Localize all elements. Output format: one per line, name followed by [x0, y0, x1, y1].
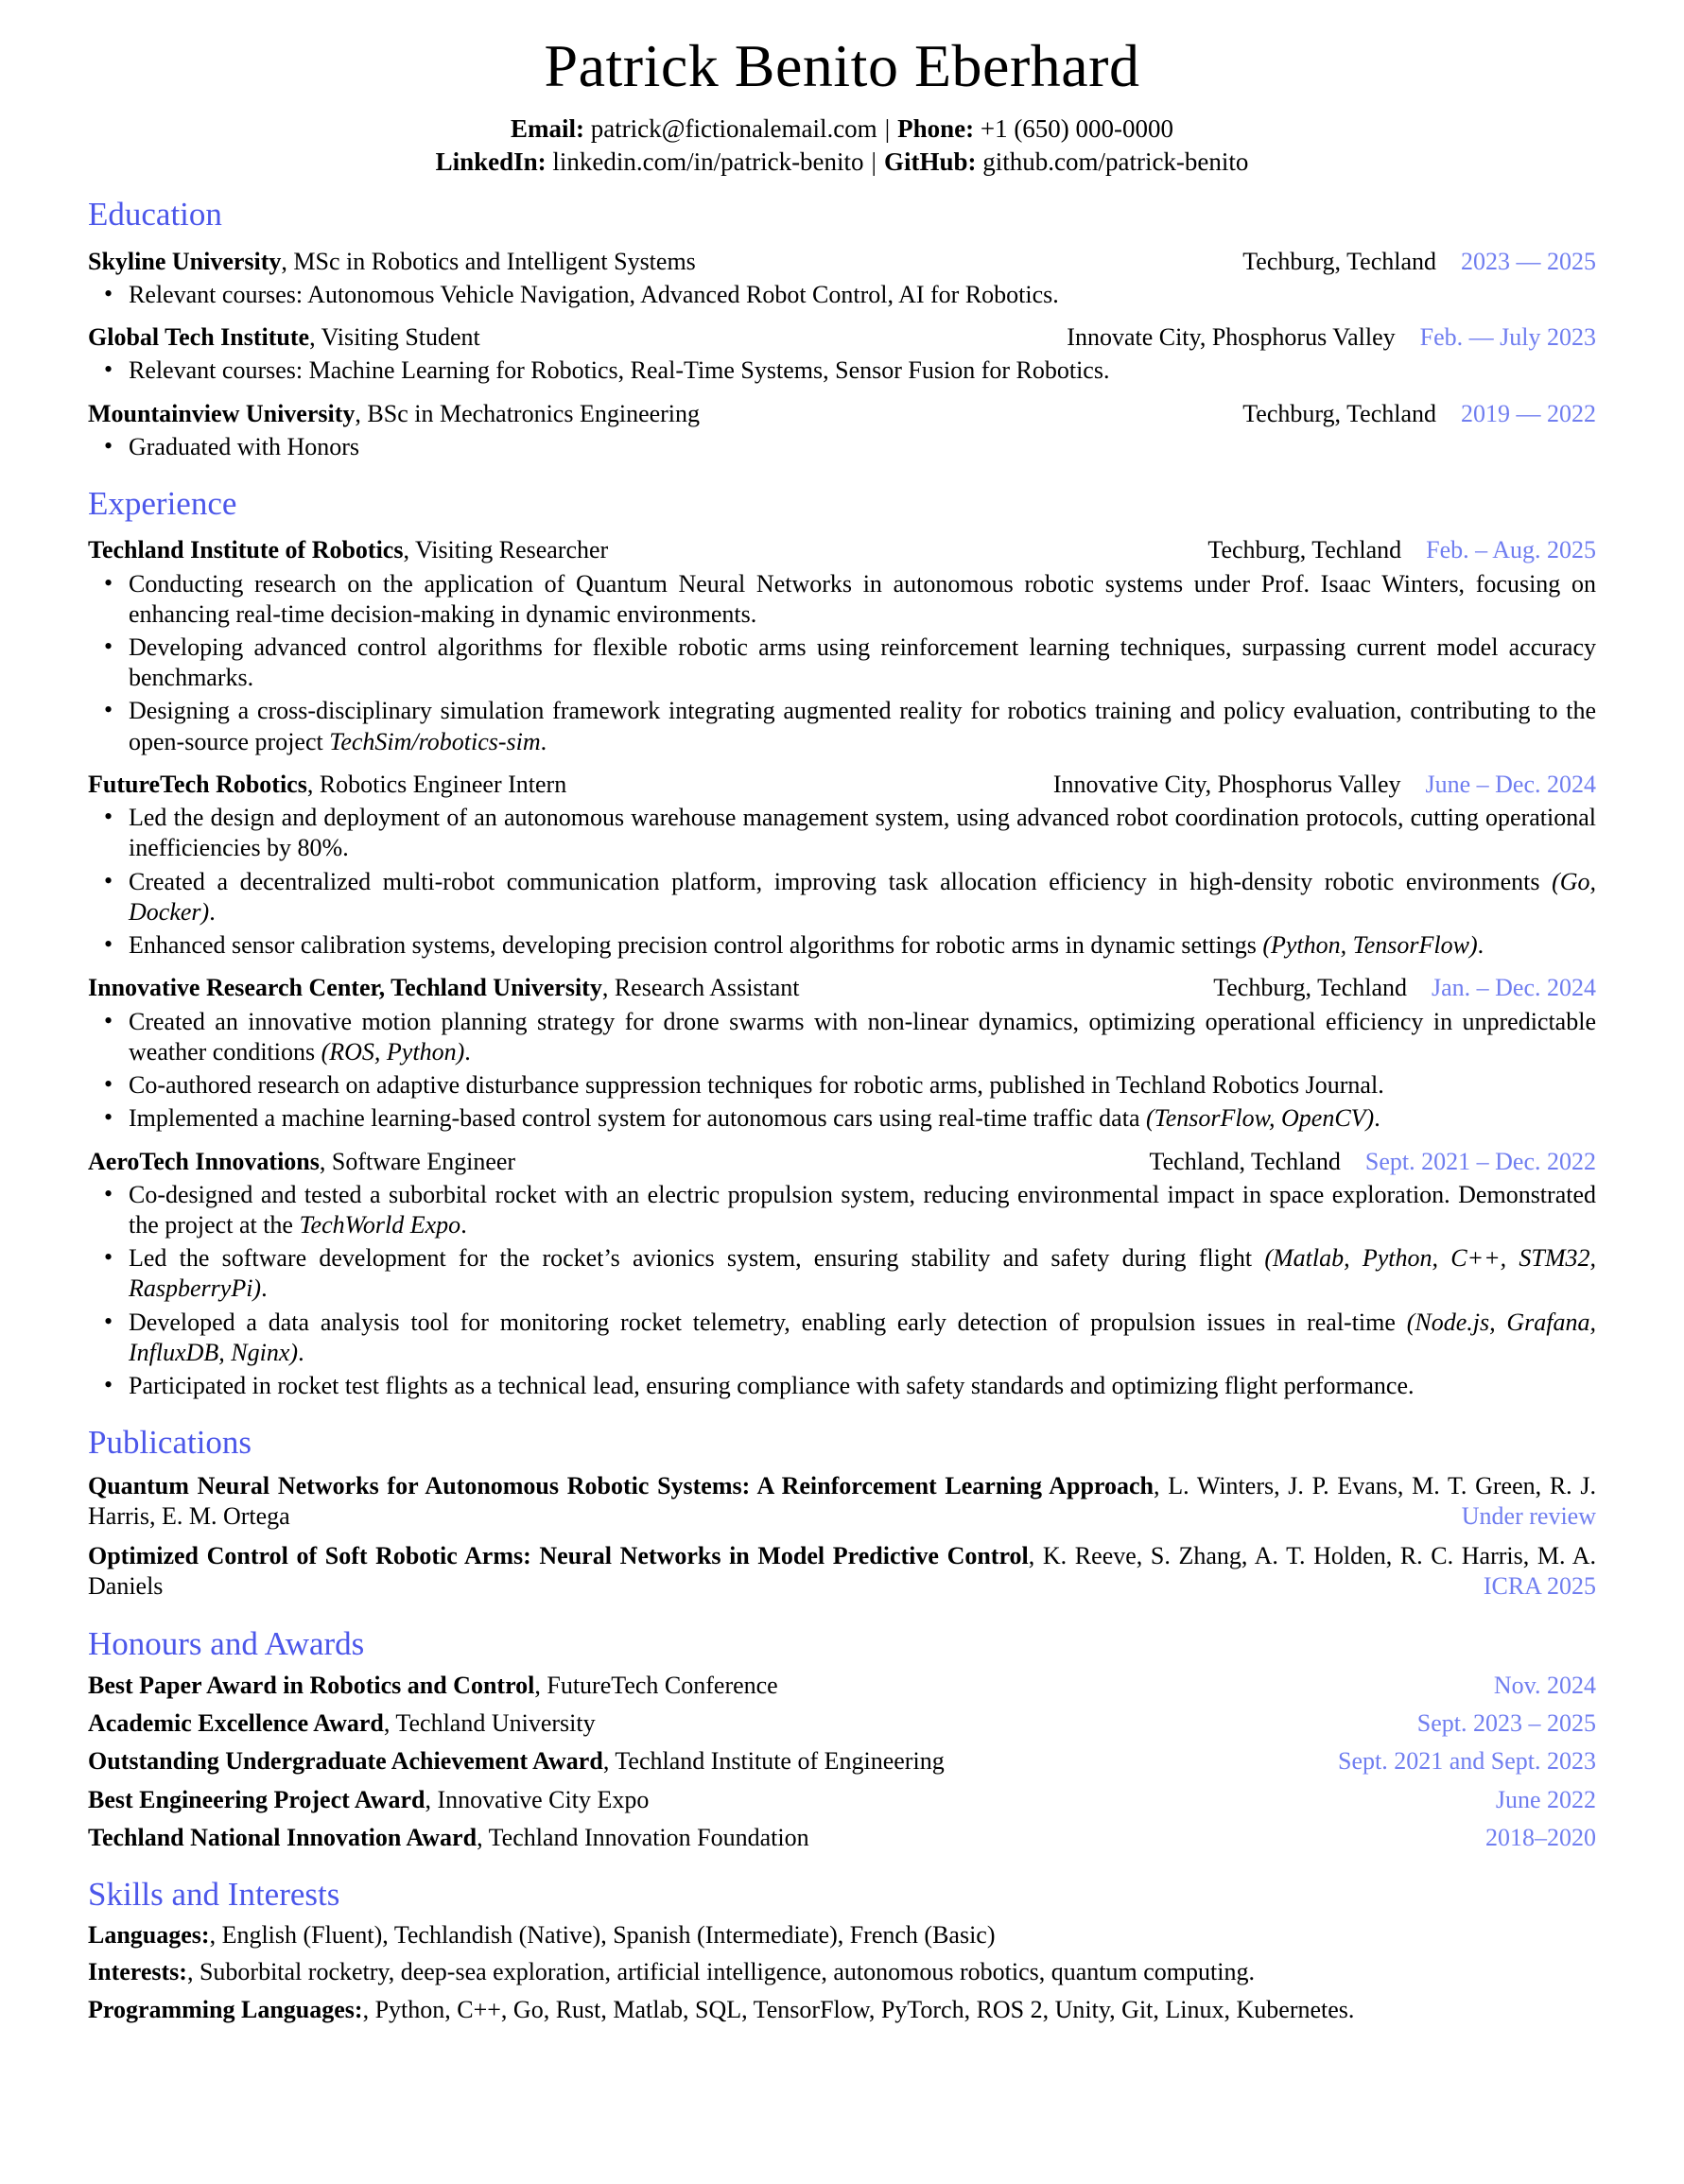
entry-dates: 2019 — 2022 [1461, 399, 1596, 427]
bullet-text: Created a decentralized multi-robot communication platform, improving task allocation efficiency in high-density robotic environments [129, 867, 1553, 895]
award-text [88, 1823, 809, 1853]
entry-organization: FutureTech Robotics [88, 770, 307, 798]
entry-bullets [88, 803, 1596, 961]
entry-location: Techburg, Techland [1242, 247, 1436, 275]
entry-bullets [88, 280, 1596, 310]
github-label: GitHub: [883, 147, 977, 177]
entry-location: Innovative City, Phosphorus Valley [1052, 770, 1401, 798]
tech-italic-text: (Matlab, Python, C++, STM32, RaspberryPi) [129, 1244, 1596, 1303]
bullet-text: Relevant courses: Autonomous Vehicle Navigation, Advanced Robot Control, AI for Robotics. [129, 280, 1059, 308]
tech-italic-text: (TensorFlow, OpenCV) [1145, 1104, 1375, 1133]
bullet-item [129, 1103, 1596, 1134]
award-title: Best Paper Award in Robotics and Control [88, 1671, 535, 1699]
entry-meta [1189, 535, 1596, 565]
entry-organization: AeroTech Innovations [88, 1147, 320, 1175]
publications-section [88, 1424, 1596, 1602]
resume-entry [88, 535, 1596, 757]
award-dates: Sept. 2021 and Sept. 2023 [1338, 1747, 1596, 1776]
award-dates: Sept. 2023 – 2025 [1416, 1709, 1596, 1738]
skill-label: Interests: [88, 1958, 187, 1986]
award-organization: , FutureTech Conference [534, 1671, 778, 1699]
publication-entries [88, 1471, 1596, 1603]
entry-location: Techburg, Techland [1207, 536, 1402, 564]
entry-location: Techburg, Techland [1242, 399, 1436, 427]
separator: | [871, 147, 877, 177]
bullet-text: . [540, 727, 547, 755]
entry-meta [1034, 770, 1596, 800]
awards-section [88, 1625, 1596, 1853]
entry-role: , BSc in Mechatronics Engineering [355, 399, 701, 427]
entry-header [88, 973, 1596, 1003]
phone-field [897, 114, 1173, 143]
phone-label: Phone: [897, 114, 975, 144]
award-title: Outstanding Undergraduate Achievement Award [88, 1747, 603, 1776]
entry-role: , MSc in Robotics and Intelligent Systems [281, 247, 696, 275]
tech-italic-text: TechWorld Expo [299, 1210, 461, 1239]
entry-role: , Research Assistant [601, 974, 800, 1002]
entry-organization: Mountainview University [88, 399, 356, 427]
bullet-item [129, 280, 1596, 310]
github-value: github.com/patrick-benito [982, 147, 1249, 177]
resume-entry [88, 247, 1596, 310]
bullet-text: Led the design and deployment of an autonomous warehouse management system, using advanced robot coordination protocols, cutting operational inefficiencies by 80%. [129, 804, 1596, 862]
award-text [88, 1746, 945, 1777]
section-title-education: Education [88, 196, 222, 234]
resume-entry [88, 399, 1596, 462]
phone-value: +1 (650) 000-0000 [980, 114, 1174, 144]
bullet-text: Co-designed and tested a suborbital rocket with an electric propulsion system, reducing environmental impact in space exploration. Demonstrated the project at the [129, 1180, 1596, 1239]
tech-italic-text: (Go, Docker) [129, 867, 1596, 926]
bullet-text: Graduated with Honors [129, 432, 360, 460]
bullet-text: Enhanced sensor calibration systems, developing precision control algorithms for robotic arms in dynamic settings [129, 931, 1263, 960]
award-text [88, 1671, 778, 1701]
skill-row [88, 1957, 1596, 1987]
resume-entry [88, 770, 1596, 961]
award-title: Best Engineering Project Award [88, 1785, 425, 1813]
entry-role: , Visiting Student [309, 323, 480, 352]
person-name: Patrick Benito Eberhard [544, 32, 1140, 99]
bullet-item [129, 1180, 1596, 1240]
award-row [88, 1785, 1596, 1815]
bullet-text: Developing advanced control algorithms for flexible robotic arms using reinforcement learning techniques, surpassing current model accuracy benchmarks. [129, 633, 1596, 692]
award-text [88, 1785, 649, 1815]
award-row [88, 1823, 1596, 1853]
publication-item [88, 1541, 1596, 1602]
github-field [884, 147, 1248, 176]
tech-italic-text: (Python, TensorFlow) [1262, 931, 1478, 960]
skill-text: , Python, C++, Go, Rust, Matlab, SQL, TensorFlow, PyTorch, ROS 2, Unity, Git, Linux, Kubernetes. [362, 1995, 1355, 2023]
bullet-text: . [464, 1037, 471, 1066]
bullet-text: . [261, 1274, 268, 1303]
award-text [88, 1708, 596, 1739]
bullet-text: Implemented a machine learning-based control system for autonomous cars using real-time traffic data [129, 1104, 1146, 1133]
entry-bullets [88, 1180, 1596, 1402]
resume-entry [88, 1147, 1596, 1402]
entry-meta [1224, 399, 1596, 429]
skill-rows [88, 1920, 1596, 2025]
entry-meta [1048, 322, 1596, 353]
bullet-text: Designing a cross-disciplinary simulation framework integrating augmented reality for robotics training and policy evaluation, contributing to the open-source project [129, 697, 1596, 755]
publication-status: ICRA 2025 [1470, 1571, 1596, 1602]
entry-role: , Robotics Engineer Intern [306, 770, 567, 798]
entry-header [88, 247, 1596, 277]
email-value: patrick@fictionalemail.com [590, 114, 877, 144]
entry-role: , Software Engineer [319, 1147, 516, 1175]
bullet-text: . [209, 897, 216, 926]
entry-dates: Feb. – Aug. 2025 [1426, 536, 1596, 564]
entry-title [88, 399, 700, 429]
publication-status: Under review [1449, 1501, 1596, 1532]
award-dates: Nov. 2024 [1493, 1671, 1596, 1699]
award-organization: , Techland Institute of Engineering [602, 1747, 945, 1776]
separator: | [884, 114, 891, 144]
award-organization: , Techland Innovation Foundation [477, 1823, 809, 1851]
skill-row [88, 1995, 1596, 2025]
award-row [88, 1671, 1596, 1701]
section-title-awards: Honours and Awards [88, 1624, 365, 1662]
entry-location: Techland, Techland [1149, 1147, 1341, 1175]
tech-italic-text: (ROS, Python) [321, 1037, 465, 1066]
entry-organization: Skyline University [88, 247, 282, 275]
linkedin-field [436, 147, 864, 176]
entry-organization: Global Tech Institute [88, 323, 310, 352]
award-row [88, 1746, 1596, 1777]
bullet-item [129, 1371, 1596, 1401]
section-title-experience: Experience [88, 485, 237, 523]
bullet-item [129, 803, 1596, 863]
bullet-item [129, 930, 1596, 961]
bullet-item [129, 569, 1596, 630]
linkedin-label: LinkedIn: [435, 147, 547, 177]
award-rows [88, 1671, 1596, 1853]
entry-dates: Feb. — July 2023 [1419, 323, 1596, 352]
bullet-text: Relevant courses: Machine Learning for Robotics, Real-Time Systems, Sensor Fusion for Robotics. [129, 356, 1110, 385]
bullet-text: Participated in rocket test flights as a technical lead, ensuring compliance with safety standards and optimizing flight performance. [129, 1372, 1415, 1400]
entry-dates: Jan. – Dec. 2024 [1431, 974, 1596, 1002]
entry-title [88, 973, 800, 1003]
skills-section [88, 1876, 1596, 2025]
publication-authors: , L. Winters, J. P. Evans, M. T. Green, R. J. Harris, E. M. Ortega [88, 1471, 1596, 1530]
entry-organization: Techland Institute of Robotics [88, 536, 404, 564]
entry-bullets [88, 432, 1596, 462]
contact-line-2 [88, 146, 1596, 179]
entry-title [88, 1147, 515, 1177]
education-section [88, 196, 1596, 462]
award-organization: , Techland University [383, 1709, 596, 1738]
entry-header [88, 1147, 1596, 1177]
resume-header [88, 34, 1596, 179]
bullet-item [129, 633, 1596, 693]
skill-row [88, 1920, 1596, 1950]
experience-entries [88, 535, 1596, 1401]
bullet-text: Co-authored research on adaptive disturbance suppression techniques for robotic arms, published in Techland Robotics Journal. [129, 1071, 1384, 1100]
entry-header [88, 535, 1596, 565]
entry-title [88, 322, 480, 353]
publication-title: Quantum Neural Networks for Autonomous Robotic Systems: A Reinforcement Learning Approach [88, 1471, 1154, 1499]
contact-line-1 [88, 113, 1596, 146]
skill-text: , English (Fluent), Techlandish (Native), Spanish (Intermediate), French (Basic) [209, 1921, 996, 1950]
experience-section [88, 485, 1596, 1401]
entry-location: Techburg, Techland [1213, 974, 1407, 1002]
skill-label: Programming Languages: [88, 1995, 363, 2023]
entry-title [88, 770, 566, 800]
entry-meta [1194, 973, 1596, 1003]
bullet-text: Conducting research on the application of Quantum Neural Networks in autonomous robotic systems under Prof. Isaac Winters, focusing on enhancing real-time decision-making in dynamic environments. [129, 569, 1596, 628]
tech-italic-text: (Node.js, Grafana, InfluxDB, Nginx) [129, 1308, 1597, 1366]
bullet-item [129, 1243, 1596, 1304]
entry-bullets [88, 569, 1596, 757]
email-field [511, 114, 877, 143]
resume-entry [88, 973, 1596, 1134]
skill-label: Languages: [88, 1921, 210, 1950]
publication-title: Optimized Control of Soft Robotic Arms: Neural Networks in Model Predictive Control [88, 1542, 1029, 1570]
bullet-text: Developed a data analysis tool for monitoring rocket telemetry, enabling early detection of propulsion issues in real-time [129, 1308, 1407, 1336]
award-title: Academic Excellence Award [88, 1709, 384, 1738]
email-label: Email: [510, 114, 584, 144]
bullet-text: . [460, 1210, 467, 1239]
bullet-item [129, 432, 1596, 462]
section-title-skills: Skills and Interests [88, 1875, 340, 1913]
publication-authors: , K. Reeve, S. Zhang, A. T. Holden, R. C. Harris, M. A. Daniels [88, 1542, 1596, 1601]
entry-dates: 2023 — 2025 [1461, 247, 1596, 275]
entry-meta [1224, 247, 1596, 277]
bullet-item [129, 355, 1596, 386]
entry-dates: June – Dec. 2024 [1425, 770, 1596, 798]
resume-entry [88, 322, 1596, 386]
bullet-item [129, 696, 1596, 756]
bullet-item [129, 867, 1596, 927]
award-title: Techland National Innovation Award [88, 1823, 477, 1851]
bullet-item [129, 1308, 1596, 1368]
linkedin-value: linkedin.com/in/patrick-benito [552, 147, 864, 177]
entry-bullets [88, 355, 1596, 386]
award-organization: , Innovative City Expo [425, 1785, 650, 1813]
skill-text: , Suborbital rocketry, deep-sea exploration, artificial intelligence, autonomous robotics, quantum computing. [186, 1958, 1255, 1986]
section-title-publications: Publications [88, 1424, 252, 1462]
award-dates: 2018–2020 [1485, 1823, 1596, 1851]
entry-header [88, 399, 1596, 429]
bullet-text: Led the software development for the rocket’s avionics system, ensuring stability and safety during flight [129, 1244, 1265, 1273]
entry-title [88, 535, 608, 565]
award-dates: June 2022 [1495, 1785, 1596, 1813]
bullet-text: . [1374, 1104, 1380, 1133]
entry-bullets [88, 1007, 1596, 1135]
entry-header [88, 770, 1596, 800]
bullet-text: . [298, 1338, 304, 1366]
bullet-item [129, 1007, 1596, 1067]
entry-organization: Innovative Research Center, Techland University [88, 974, 602, 1002]
education-entries [88, 247, 1596, 462]
entry-role: , Visiting Researcher [403, 536, 609, 564]
award-row [88, 1708, 1596, 1739]
tech-italic-text: TechSim/robotics-sim [329, 727, 541, 755]
entry-title [88, 247, 696, 277]
entry-dates: Sept. 2021 – Dec. 2022 [1364, 1147, 1596, 1175]
entry-location: Innovate City, Phosphorus Valley [1067, 323, 1396, 352]
publication-item [88, 1471, 1596, 1532]
entry-header [88, 322, 1596, 353]
entry-meta [1131, 1147, 1596, 1177]
bullet-text: Created an innovative motion planning strategy for drone swarms with non-linear dynamics, optimizing operational efficiency in unpredictable weather conditions [129, 1007, 1596, 1066]
bullet-text: . [1477, 931, 1484, 960]
bullet-item [129, 1070, 1596, 1101]
